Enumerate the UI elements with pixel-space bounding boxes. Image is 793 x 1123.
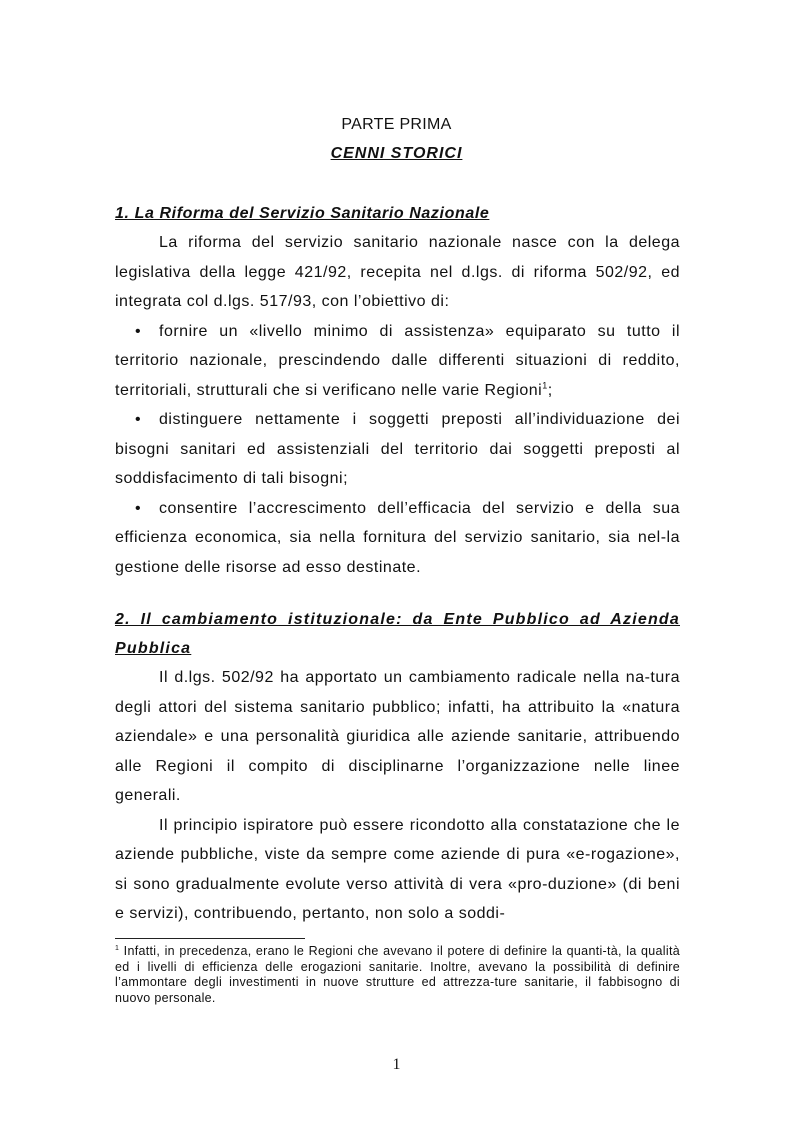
list-item-text: distinguere nettamente i soggetti preposti all’individuazione dei bisogni sanitari ed assistenziali del territorio dai soggetti preposti al soddisfacimento di tali bisogni; xyxy=(115,411,680,487)
footnote-reference[interactable]: 1 xyxy=(542,380,548,391)
bullet-icon: • xyxy=(135,411,142,428)
section-2-heading: 2. Il cambiamento istituzionale: da Ente Pubblico ad Azienda Pubblica xyxy=(115,611,680,657)
list-item-text: fornire un «livello minimo di assistenza» equiparato su tutto il territorio nazionale, prescindendo dalle differenti situazioni di reddito, territoriali, strutturali che si verificano nelle varie Regioni xyxy=(115,322,680,399)
list-item-text: consentire l’accrescimento dell’efficacia del servizio e della sua efficienza economica, sia nella fornitura del servizio sanitario, sia nel-la gestione delle risorse ad esso destinate. xyxy=(115,499,680,576)
list-item-punctuation: ; xyxy=(547,381,553,399)
bullet-icon: • xyxy=(135,322,142,340)
section-2-paragraph-1: Il d.lgs. 502/92 ha apportato un cambiamento radicale nella na-tura degli attori del sistema sanitario pubblico; infatti, ha attribuito la «natura aziendale» e una personalità giuridica alle aziende sanitarie, attribuendo alle Regioni il compito di disciplinarne l’organizzazione nelle linee generali. xyxy=(115,669,680,804)
section-1-heading: 1. La Riforma del Servizio Sanitario Nazionale xyxy=(115,205,490,222)
bullet-icon: • xyxy=(135,499,142,517)
section-1 xyxy=(115,199,680,582)
footnote-marker: 1 xyxy=(115,944,120,952)
list-item xyxy=(115,405,680,494)
part-title: PARTE PRIMA xyxy=(341,116,452,133)
list-item xyxy=(115,317,680,406)
page-number: 1 xyxy=(392,1056,401,1073)
part-subtitle: CENNI STORICI xyxy=(330,145,463,162)
footnote-text: Infatti, in precedenza, erano le Regioni che avevano il potere di definire la quanti-tà, la qualità ed i livelli di efficienza delle erogazioni sanitarie. Inoltre, avevano la possibilità di definire l’ammontare degli investimenti in nuove strutture ed attrezza-ture sanitarie, il fabbisogno di nuovo personale. xyxy=(115,944,680,1005)
footnote-divider xyxy=(115,938,305,939)
section-2-paragraph-2: Il principio ispiratore può essere ricondotto alla constatazione che le aziende pubbliche, viste da sempre come aziende di pura «e-rogazione», si sono gradualmente evolute verso attività di vera «pro-duzione» (di beni e servizi), contribuendo, pertanto, non solo a soddi- xyxy=(115,816,680,922)
list-item xyxy=(115,494,680,583)
objectives-list xyxy=(115,317,680,583)
section-1-intro: La riforma del servizio sanitario nazionale nasce con la delega legislativa della legge 421/92, recepita nel d.lgs. di riforma 502/92, ed integrata col d.lgs. 517/93, con l’obiettivo di: xyxy=(115,234,680,310)
footnote xyxy=(115,944,680,1006)
section-2 xyxy=(115,605,680,929)
